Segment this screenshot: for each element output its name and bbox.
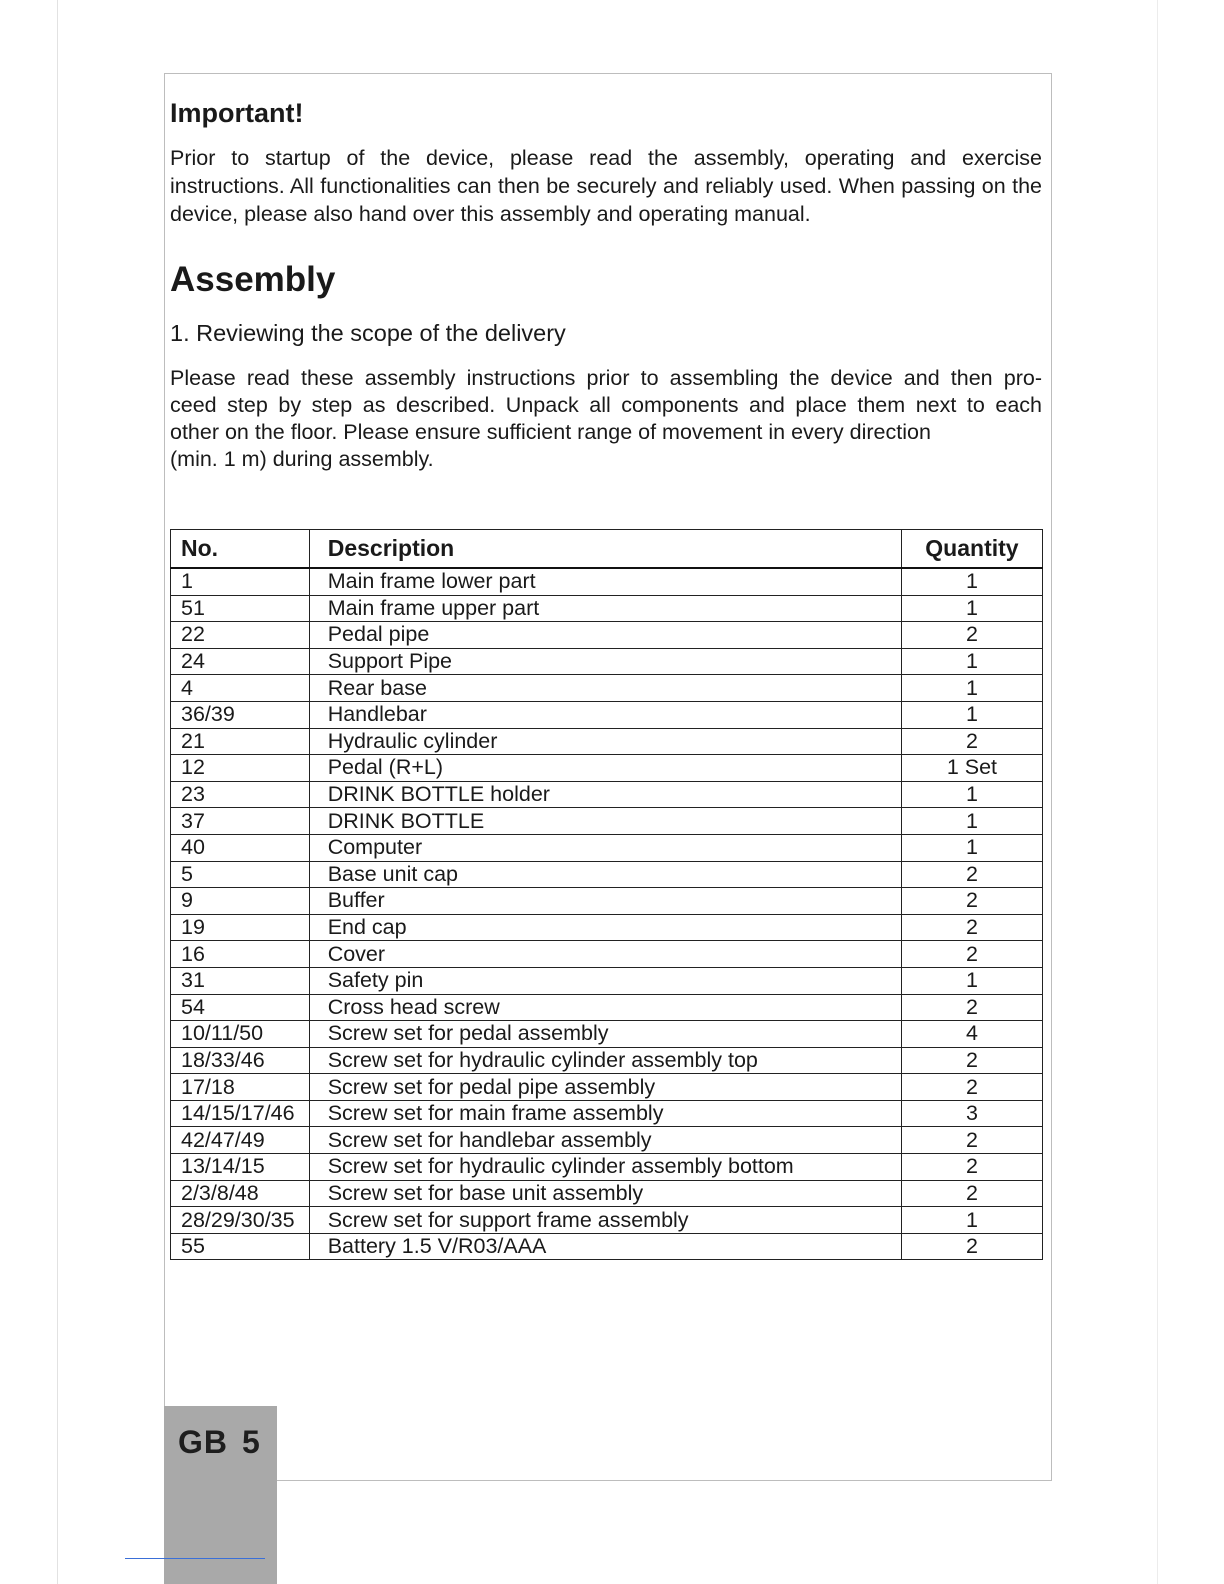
cell-quantity: 4 [901, 1021, 1042, 1048]
cell-no: 17/18 [171, 1074, 310, 1101]
cell-quantity: 2 [901, 1127, 1042, 1154]
table-row [171, 1127, 1043, 1154]
cell-no: 23 [171, 781, 310, 808]
cell-description: Screw set for main frame assembly [309, 1100, 901, 1127]
table-row [171, 1207, 1043, 1234]
cell-description: Screw set for hydraulic cylinder assembly bottom [309, 1154, 901, 1181]
cell-description: Screw set for handlebar assembly [309, 1127, 901, 1154]
cell-description: Screw set for hydraulic cylinder assembly top [309, 1047, 901, 1074]
link-underline [125, 1558, 265, 1559]
cell-quantity: 1 [901, 595, 1042, 622]
cell-description: Cross head screw [309, 994, 901, 1021]
table-row [171, 701, 1043, 728]
table-row [171, 622, 1043, 649]
table-row [171, 861, 1043, 888]
cell-quantity: 1 [901, 808, 1042, 835]
cell-no: 55 [171, 1233, 310, 1260]
cell-no: 9 [171, 888, 310, 915]
cell-description: Screw set for pedal pipe assembly [309, 1074, 901, 1101]
cell-no: 16 [171, 941, 310, 968]
cell-no: 51 [171, 595, 310, 622]
cell-quantity: 2 [901, 728, 1042, 755]
table-row [171, 755, 1043, 782]
table-row [171, 994, 1043, 1021]
cell-description: Screw set for base unit assembly [309, 1180, 901, 1207]
cell-no: 1 [171, 568, 310, 595]
table-row [171, 914, 1043, 941]
cell-description: Cover [309, 941, 901, 968]
table-row [171, 1154, 1043, 1181]
cell-no: 18/33/46 [171, 1047, 310, 1074]
cell-quantity: 1 [901, 1207, 1042, 1234]
cell-no: 42/47/49 [171, 1127, 310, 1154]
cell-quantity: 1 [901, 781, 1042, 808]
cell-description: DRINK BOTTLE [309, 808, 901, 835]
table-row [171, 888, 1043, 915]
page-edge-left [57, 0, 58, 1584]
cell-description: DRINK BOTTLE holder [309, 781, 901, 808]
assembly-instructions [170, 365, 1042, 473]
assembly-line: (min. 1 m) during assembly. [170, 447, 434, 471]
table-row [171, 941, 1043, 968]
cell-description: Main frame upper part [309, 595, 901, 622]
cell-quantity: 2 [901, 941, 1042, 968]
cell-quantity: 2 [901, 1047, 1042, 1074]
cell-description: Main frame lower part [309, 568, 901, 595]
cell-description: Screw set for support frame assembly [309, 1207, 901, 1234]
cell-no: 31 [171, 967, 310, 994]
table-row [171, 1233, 1043, 1260]
cell-no: 40 [171, 834, 310, 861]
cell-quantity: 2 [901, 1154, 1042, 1181]
cell-quantity: 3 [901, 1100, 1042, 1127]
cell-quantity: 1 [901, 675, 1042, 702]
cell-no: 24 [171, 648, 310, 675]
cell-no: 13/14/15 [171, 1154, 310, 1181]
cell-quantity: 2 [901, 994, 1042, 1021]
header-no: No. [171, 530, 310, 569]
table-row [171, 808, 1043, 835]
cell-no: 2/3/8/48 [171, 1180, 310, 1207]
cell-description: Battery 1.5 V/R03/AAA [309, 1233, 901, 1260]
cell-no: 5 [171, 861, 310, 888]
cell-no: 22 [171, 622, 310, 649]
cell-quantity: 2 [901, 861, 1042, 888]
cell-quantity: 2 [901, 622, 1042, 649]
table-row [171, 967, 1043, 994]
cell-description: Screw set for pedal assembly [309, 1021, 901, 1048]
assembly-heading: Assembly [170, 260, 336, 299]
cell-quantity: 1 [901, 568, 1042, 595]
cell-description: Rear base [309, 675, 901, 702]
cell-no: 21 [171, 728, 310, 755]
cell-description: End cap [309, 914, 901, 941]
important-text: Prior to startup of the device, please read the assembly, operating and exercise instructions. All functionalities can then be securely and reliably used. When passing on the device, please also hand over this assembly and operating manual. [170, 146, 1042, 226]
table-row [171, 1100, 1043, 1127]
cell-quantity: 1 [901, 834, 1042, 861]
table-row [171, 1047, 1043, 1074]
cell-quantity: 1 [901, 701, 1042, 728]
cell-quantity: 2 [901, 914, 1042, 941]
page-content [170, 95, 1042, 473]
cell-quantity: 2 [901, 888, 1042, 915]
table-row [171, 1074, 1043, 1101]
table-row [171, 595, 1043, 622]
cell-description: Buffer [309, 888, 901, 915]
cell-no: 54 [171, 994, 310, 1021]
cell-quantity: 1 [901, 648, 1042, 675]
header-description: Description [309, 530, 901, 569]
table-row [171, 834, 1043, 861]
cell-no: 12 [171, 755, 310, 782]
table-row [171, 675, 1043, 702]
cell-no: 28/29/30/35 [171, 1207, 310, 1234]
table-row [171, 728, 1043, 755]
table-header-row [171, 530, 1043, 569]
page-number: 5 [242, 1424, 261, 1460]
table-row [171, 781, 1043, 808]
assembly-line: other on the floor. Please ensure sufficient range of movement in every direction [170, 420, 931, 444]
cell-description: Computer [309, 834, 901, 861]
header-quantity: Quantity [901, 530, 1042, 569]
table-row [171, 648, 1043, 675]
cell-description: Handlebar [309, 701, 901, 728]
cell-description: Pedal pipe [309, 622, 901, 649]
assembly-line: ceed step by step as described. Unpack all components and place them next to each [170, 393, 1042, 417]
parts-table-body [171, 568, 1043, 1260]
page-edge-right [1157, 0, 1158, 1584]
table-row [171, 1180, 1043, 1207]
cell-no: 19 [171, 914, 310, 941]
page-number-label [178, 1424, 275, 1461]
important-heading: Important! [170, 98, 304, 128]
cell-description: Hydraulic cylinder [309, 728, 901, 755]
cell-description: Pedal (R+L) [309, 755, 901, 782]
table-row [171, 1021, 1043, 1048]
cell-description: Safety pin [309, 967, 901, 994]
cell-quantity: 2 [901, 1180, 1042, 1207]
cell-no: 4 [171, 675, 310, 702]
parts-table [170, 529, 1043, 1260]
language-code: GB [178, 1424, 228, 1460]
table-row [171, 568, 1043, 595]
cell-description: Support Pipe [309, 648, 901, 675]
step-title: 1. Reviewing the scope of the delivery [170, 320, 566, 346]
cell-no: 36/39 [171, 701, 310, 728]
cell-no: 37 [171, 808, 310, 835]
cell-quantity: 2 [901, 1233, 1042, 1260]
cell-quantity: 1 [901, 967, 1042, 994]
cell-quantity: 1 Set [901, 755, 1042, 782]
cell-description: Base unit cap [309, 861, 901, 888]
cell-no: 14/15/17/46 [171, 1100, 310, 1127]
cell-quantity: 2 [901, 1074, 1042, 1101]
cell-no: 10/11/50 [171, 1021, 310, 1048]
assembly-line: Please read these assembly instructions prior to assembling the device and then pro- [170, 366, 1042, 390]
